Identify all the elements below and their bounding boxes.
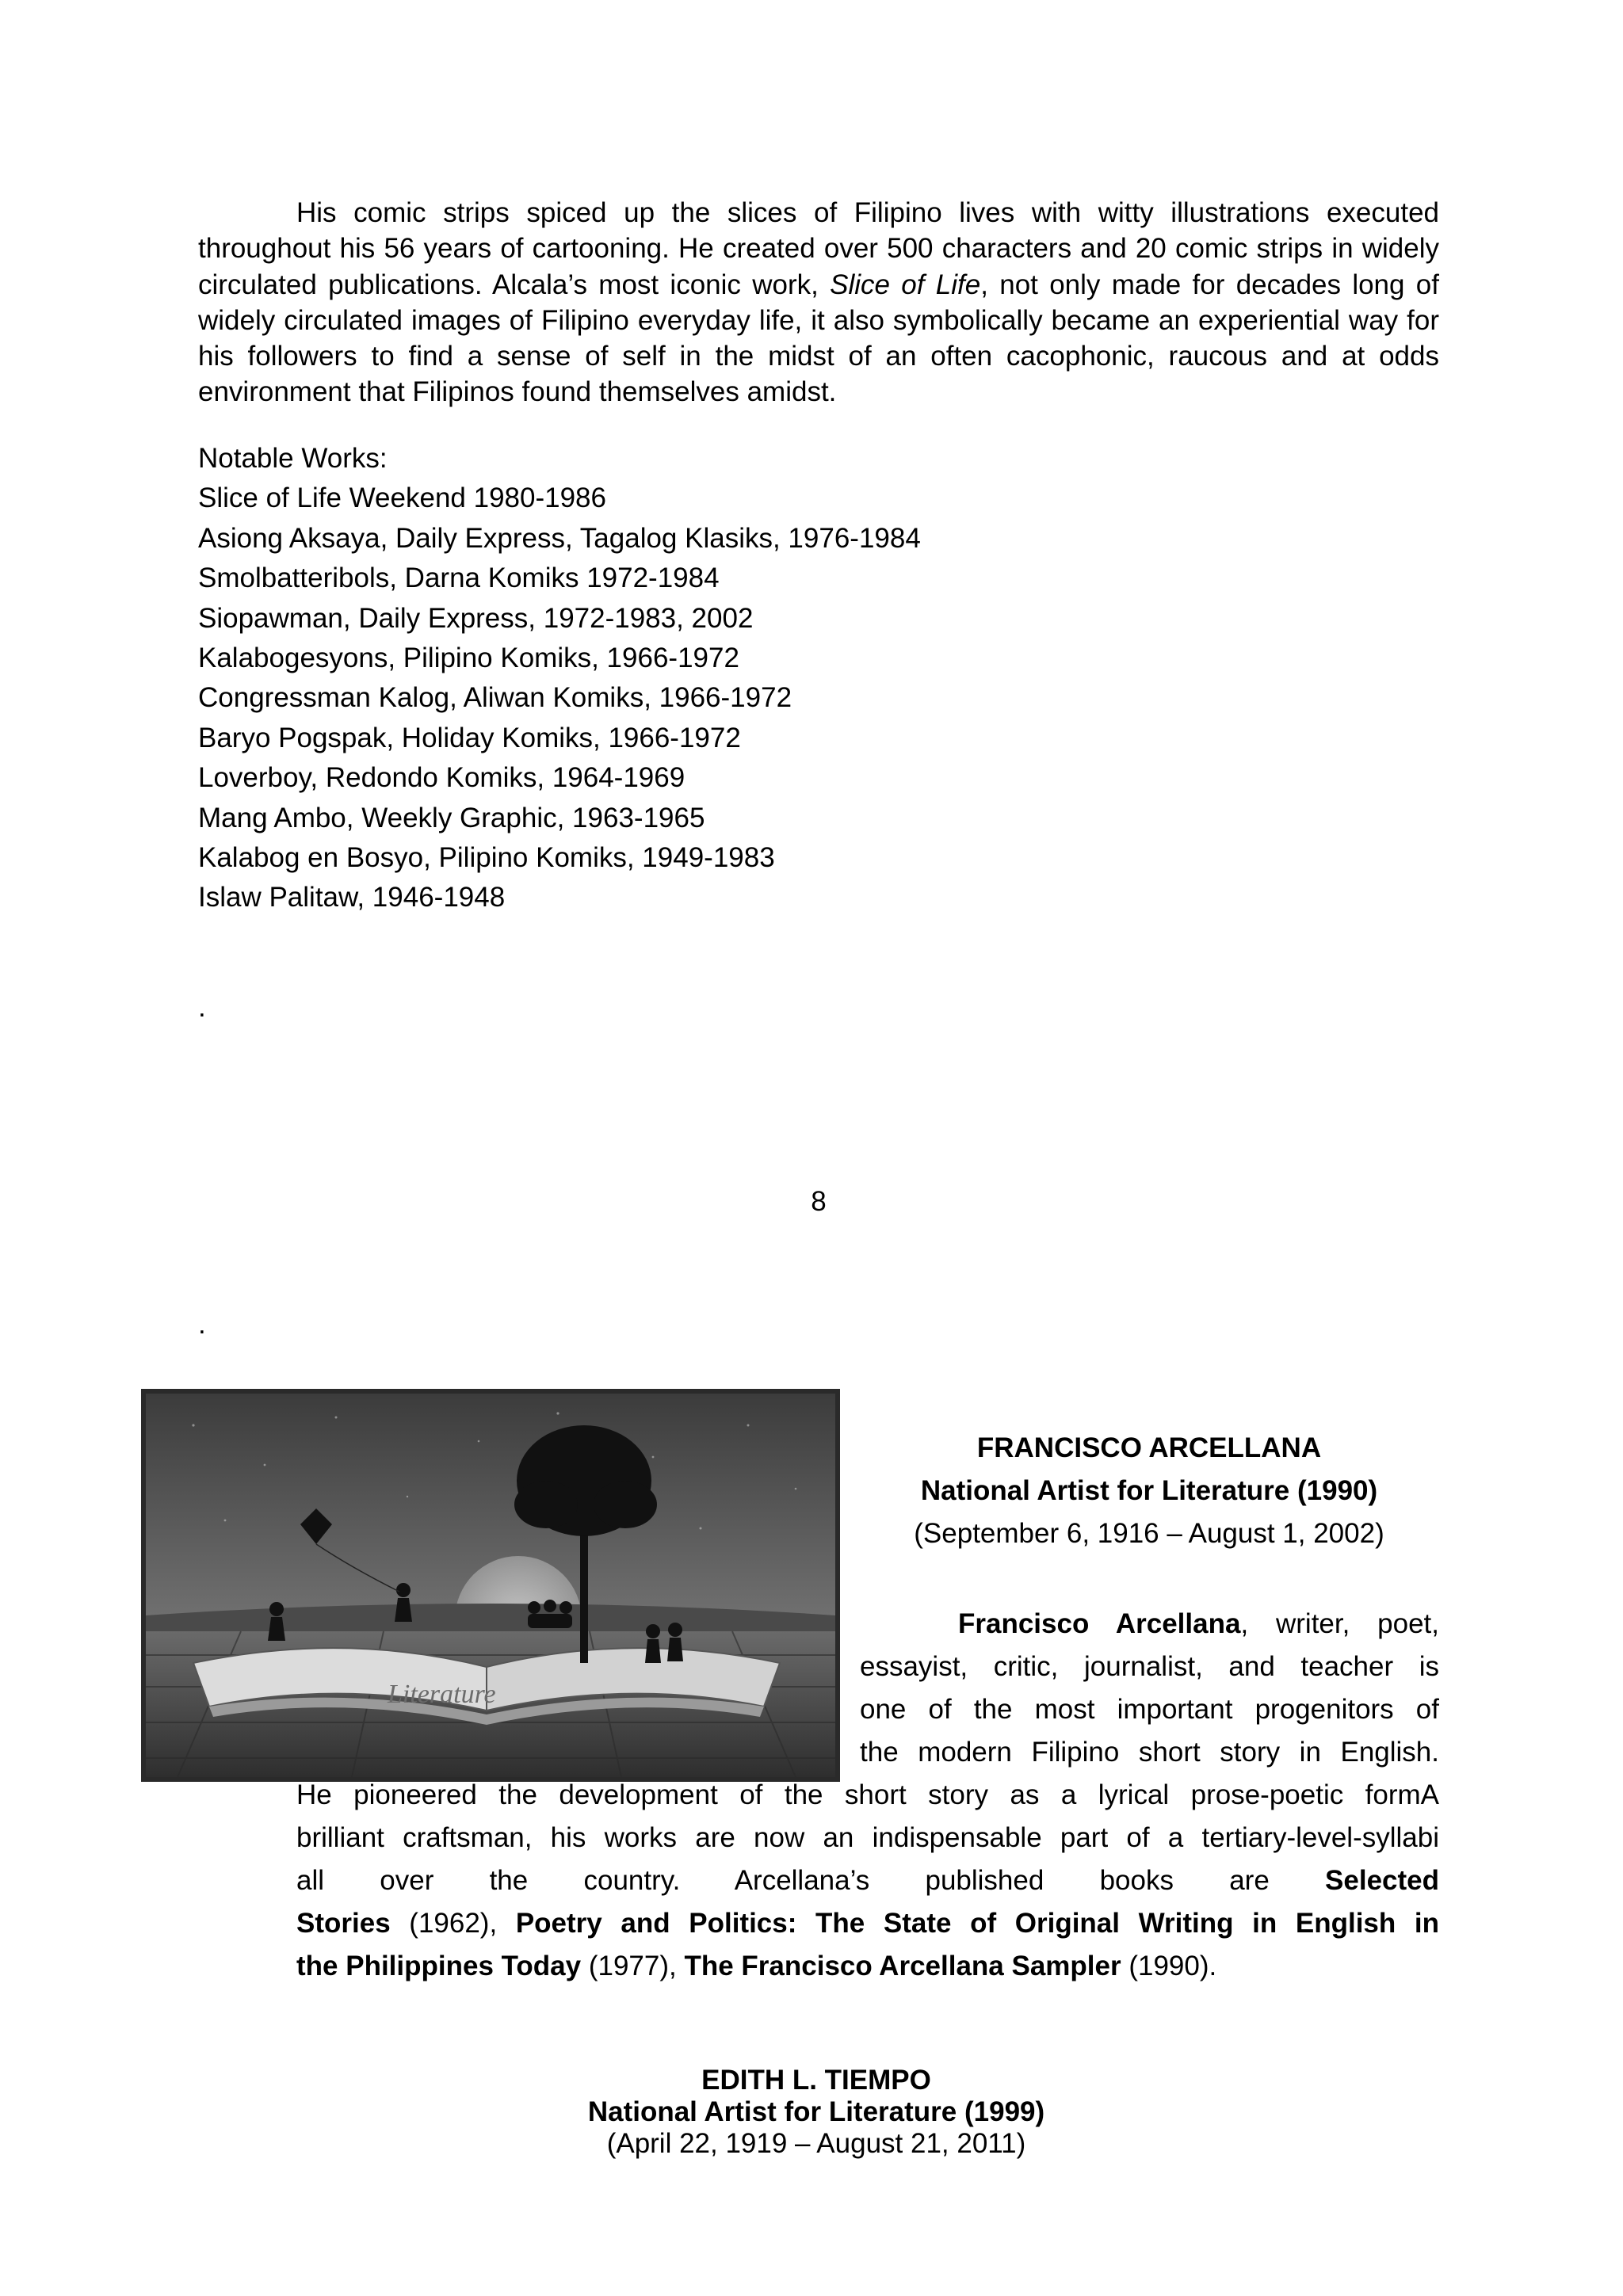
bio-line-9: the Philippines Today (1977), The Francisco Arcellana Sampler (1990). bbox=[296, 1951, 1217, 1981]
book-title-bold: Selected bbox=[1325, 1865, 1439, 1896]
bio-line-6: brilliant craftsman, his works are now an indispensable part of a tertiary-level-syllabi bbox=[296, 1822, 1439, 1853]
life-dates: (September 6, 1916 – August 1, 2002) bbox=[914, 1518, 1384, 1549]
intro-text-a: His comic strips spiced up the slices of Filipino lives with witty illustrations executed throughout his 56 years of cartooning. He created over 500 characters and 20 comic strips in widely circulated publications. Alcala’s most iconic work, bbox=[198, 197, 1439, 300]
bio-line-7: all over the country. Arcellana’s published books are Selected bbox=[296, 1865, 1439, 1896]
award-title: National Artist for Literature (1999) bbox=[587, 2096, 1045, 2127]
work-item: Congressman Kalog, Aliwan Komiks, 1966-1972 bbox=[198, 682, 792, 714]
bio-line-1: Francisco Arcellana, writer, poet, bbox=[958, 1608, 1439, 1639]
person-name: EDITH L. TIEMPO bbox=[701, 2065, 931, 2096]
arcellana-title-block bbox=[872, 1475, 1426, 1507]
bio-line-5: He pioneered the development of the short story as a lyrical prose-poetic formA bbox=[296, 1779, 1439, 1810]
work-item: Loverboy, Redondo Komiks, 1964-1969 bbox=[198, 762, 685, 794]
work-item: Siopawman, Daily Express, 1972-1983, 2002 bbox=[198, 602, 754, 634]
literature-illustration bbox=[141, 1389, 840, 1782]
book-title-bold: the Philippines Today bbox=[296, 1951, 582, 1981]
notable-works-list bbox=[198, 439, 1149, 918]
work-item: Asiong Aksaya, Daily Express, Tagalog Klasiks, 1976-1984 bbox=[198, 522, 921, 554]
arcellana-dates-block bbox=[872, 1518, 1426, 1550]
bio-line-3: one of the most important progenitors of bbox=[860, 1694, 1439, 1725]
intro-italic-title: Slice of Life bbox=[830, 269, 981, 300]
tiempo-heading bbox=[515, 2065, 1117, 2160]
literature-label: Literature bbox=[388, 1680, 496, 1709]
work-item: Islaw Palitaw, 1946-1948 bbox=[198, 882, 506, 913]
bio-name-bold: Francisco Arcellana bbox=[958, 1608, 1241, 1639]
person-name: FRANCISCO ARCELLANA bbox=[976, 1432, 1322, 1463]
work-item: Mang Ambo, Weekly Graphic, 1963-1965 bbox=[198, 802, 705, 833]
life-dates: (April 22, 1919 – August 21, 2011) bbox=[606, 2128, 1026, 2159]
notable-works-heading: Notable Works: bbox=[198, 443, 388, 474]
book-title-bold: The Francisco Arcellana Sampler bbox=[684, 1951, 1121, 1981]
bio-line-2: essayist, critic, journalist, and teacher is bbox=[860, 1651, 1439, 1682]
work-item: Smolbatteribols, Darna Komiks 1972-1984 bbox=[198, 563, 720, 594]
work-item: Slice of Life Weekend 1980-1986 bbox=[198, 482, 606, 514]
book-title-bold: Poetry and Politics: The State of Original Writing in English in bbox=[515, 1908, 1439, 1939]
work-item: Kalabogesyons, Pilipino Komiks, 1966-1972 bbox=[198, 642, 739, 673]
book-title-bold: Stories bbox=[296, 1908, 391, 1939]
bio-line-8: Stories (1962), Poetry and Politics: The State of Original Writing in English in bbox=[296, 1908, 1439, 1939]
stray-period: . bbox=[198, 1309, 206, 1340]
arcellana-heading bbox=[872, 1432, 1426, 1464]
literature-book-image bbox=[146, 1394, 835, 1777]
bio-line-4: the modern Filipino short story in English. bbox=[860, 1737, 1439, 1768]
work-item: Kalabog en Bosyo, Pilipino Komiks, 1949-1983 bbox=[198, 841, 775, 873]
award-title: National Artist for Literature (1990) bbox=[920, 1475, 1378, 1506]
work-item: Baryo Pogspak, Holiday Komiks, 1966-1972 bbox=[198, 722, 741, 753]
page-number: 8 bbox=[811, 1186, 827, 1217]
intro-paragraph bbox=[198, 195, 1439, 410]
stray-period: . bbox=[198, 992, 206, 1023]
intro-text-b: , not only made for decades long of widely circulated images of Filipino everyday life, it also symbolically became an experiential way for his followers to find a sense of self in the midst of an often cacophonic, raucous and at odds environment that Filipinos found themselves amidst. bbox=[198, 269, 1439, 408]
